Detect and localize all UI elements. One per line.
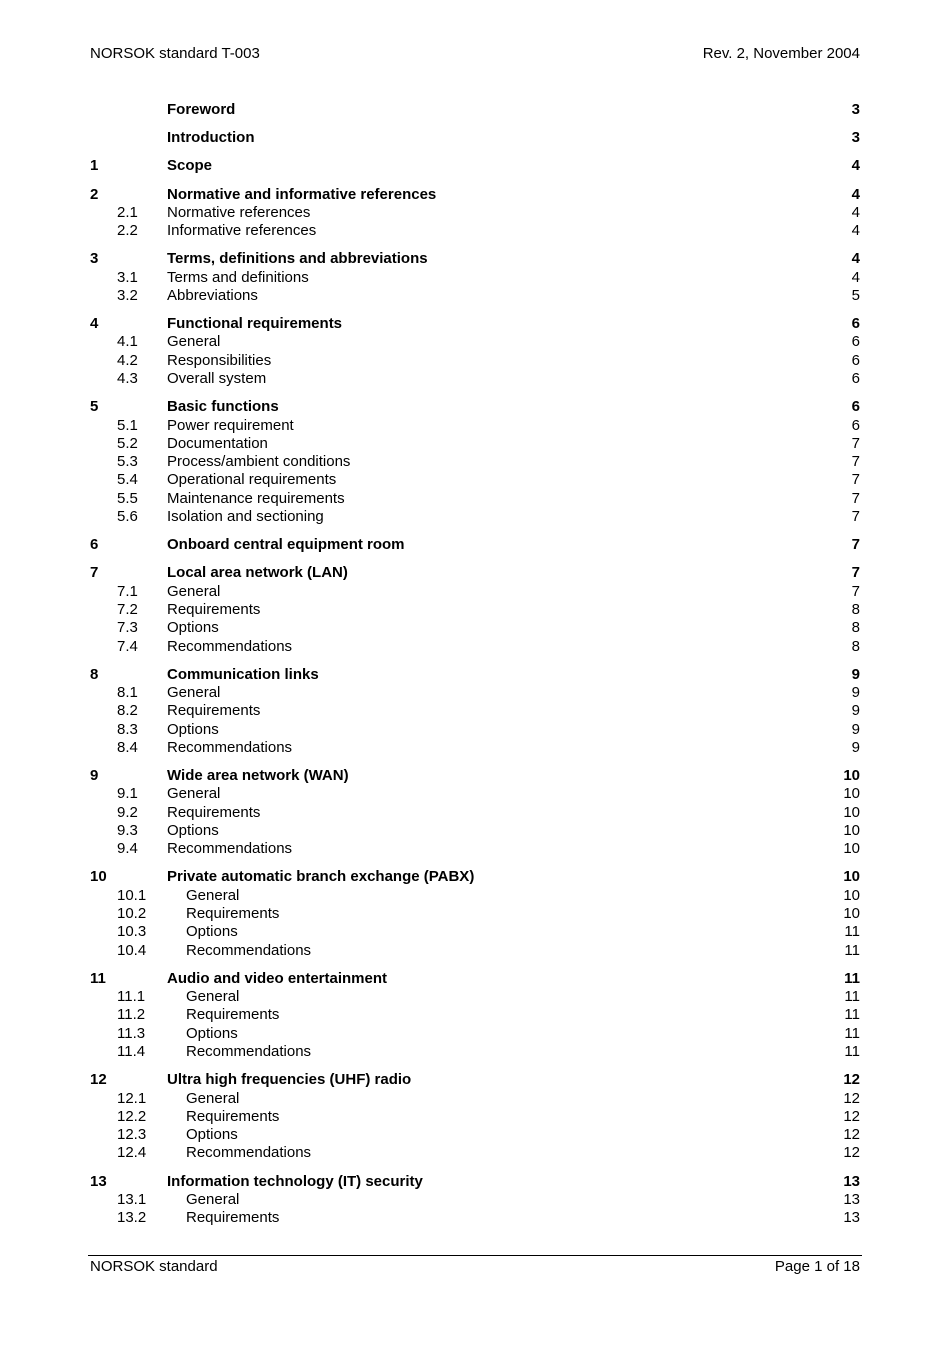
- toc-subsection-page: 7: [851, 453, 860, 471]
- toc-subsection-title: Abbreviations: [167, 286, 258, 304]
- toc-subsection-number: 10.2: [117, 905, 147, 923]
- toc-subsection-entry[interactable]: [90, 583, 860, 601]
- toc-subsection-page: 10: [843, 803, 860, 821]
- toc-section-entry[interactable]: [90, 157, 860, 175]
- toc-subsection-title: General: [167, 582, 221, 600]
- toc-subsection-entry[interactable]: [90, 417, 860, 435]
- toc-subsection-entry[interactable]: [90, 923, 860, 941]
- toc-subsection-entry[interactable]: [90, 840, 860, 858]
- toc-section-page: 6: [851, 398, 860, 416]
- toc-subsection-entry[interactable]: [90, 785, 860, 803]
- toc-subsection-number: 5.4: [117, 471, 138, 489]
- toc-subsection-page: 7: [851, 582, 860, 600]
- toc-subsection-title: Recommendations: [167, 637, 293, 655]
- toc-subsection-entry[interactable]: [90, 1025, 860, 1043]
- toc-section-number: 12: [90, 1071, 107, 1089]
- toc-subsection-title: Requirements: [186, 905, 280, 923]
- toc-subsection-page: 9: [851, 738, 860, 756]
- toc-section-number: 10: [90, 868, 107, 886]
- toc-subsection-entry[interactable]: [90, 684, 860, 702]
- toc-subsection-entry[interactable]: [90, 1191, 860, 1209]
- toc-subsection-entry[interactable]: [90, 804, 860, 822]
- toc-subsection-page: 7: [851, 434, 860, 452]
- toc-subsection-number: 8.3: [117, 720, 138, 738]
- toc-section-number: 13: [90, 1172, 107, 1190]
- toc-subsection-page: 11: [844, 923, 860, 941]
- toc-subsection-page: 4: [851, 203, 860, 221]
- toc-subsection-title: General: [186, 1089, 240, 1107]
- toc-section-title: Scope: [167, 157, 213, 175]
- toc-subsection-title: Process/ambient conditions: [167, 453, 351, 471]
- toc-subsection-title: Options: [167, 822, 219, 839]
- toc-subsection-entry[interactable]: [90, 435, 860, 453]
- toc-subsection-entry[interactable]: [90, 1090, 860, 1108]
- toc-section-page: 3: [851, 129, 860, 147]
- toc-subsection-page: 9: [851, 684, 860, 702]
- toc-section-page: 12: [843, 1071, 860, 1089]
- toc-subsection-title: Documentation: [167, 434, 268, 452]
- toc-subsection-number: 10.3: [117, 923, 147, 941]
- toc-subsection-number: 9.4: [117, 840, 138, 858]
- toc-subsection-entry[interactable]: [90, 739, 860, 757]
- toc-subsection-number: 9.3: [117, 822, 138, 839]
- toc-subsection-page: 12: [843, 1126, 860, 1144]
- toc-subsection-page: 5: [851, 286, 860, 304]
- toc-section-entry[interactable]: [90, 186, 860, 204]
- toc-section-title: Foreword: [167, 101, 236, 118]
- toc-section-entry[interactable]: [90, 129, 860, 147]
- toc-subsection-entry[interactable]: [90, 370, 860, 388]
- toc-subsection-title: Options: [186, 1126, 238, 1144]
- toc-subsection-number: 3.1: [117, 268, 138, 286]
- toc-subsection-number: 11.2: [117, 1006, 146, 1024]
- toc-subsection-title: General: [186, 988, 240, 1006]
- toc-section-page: 7: [851, 564, 860, 582]
- toc-subsection-number: 12.1: [117, 1089, 147, 1107]
- toc-section-title: Basic functions: [167, 398, 279, 416]
- toc-subsection-title: Operational requirements: [167, 471, 337, 489]
- toc-subsection-number: 4.2: [117, 351, 138, 369]
- toc-subsection-title: Power requirement: [167, 416, 294, 434]
- toc-subsection-page: 13: [843, 1190, 860, 1208]
- toc-section-title: Wide area network (WAN): [167, 767, 349, 785]
- toc-subsection-entry[interactable]: [90, 471, 860, 489]
- toc-section-number: 5: [90, 398, 99, 416]
- toc-subsection-title: Recommendations: [186, 941, 312, 959]
- toc-section-entry[interactable]: [90, 250, 860, 268]
- toc-subsection-title: Options: [167, 720, 219, 738]
- page-header: [90, 45, 860, 65]
- footer-page-number: Page 1 of 18: [774, 1258, 860, 1275]
- table-of-contents: [90, 101, 860, 1228]
- toc-subsection-entry[interactable]: [90, 269, 860, 287]
- toc-section-entry[interactable]: [90, 315, 860, 333]
- toc-subsection-title: Informative references: [167, 222, 317, 240]
- header-document-id: NORSOK standard T-003: [90, 45, 260, 62]
- toc-subsection-entry[interactable]: [90, 222, 860, 240]
- toc-section-title: Ultra high frequencies (UHF) radio: [167, 1071, 412, 1089]
- toc-subsection-entry[interactable]: [90, 1006, 860, 1024]
- toc-section-number: 9: [90, 767, 99, 785]
- toc-subsection-number: 5.2: [117, 434, 138, 452]
- toc-subsection-title: Recommendations: [167, 738, 293, 756]
- toc-subsection-number: 8.4: [117, 738, 138, 756]
- toc-subsection-number: 12.2: [117, 1107, 147, 1125]
- toc-subsection-entry[interactable]: [90, 204, 860, 222]
- toc-section-entry[interactable]: [90, 970, 860, 988]
- toc-subsection-number: 3.2: [117, 286, 138, 304]
- toc-subsection-number: 13.1: [117, 1190, 147, 1208]
- toc-section-entry[interactable]: [90, 666, 860, 684]
- toc-subsection-entry[interactable]: [90, 942, 860, 960]
- toc-subsection-entry[interactable]: [90, 1043, 860, 1061]
- toc-subsection-title: Options: [186, 923, 238, 941]
- toc-section-title: Private automatic branch exchange (PABX): [167, 868, 475, 886]
- toc-subsection-title: Options: [186, 1024, 238, 1042]
- toc-section-title: Introduction: [167, 129, 255, 147]
- toc-section-page: 9: [851, 665, 860, 683]
- toc-subsection-number: 4.1: [117, 333, 138, 351]
- toc-subsection-page: 11: [844, 1024, 860, 1042]
- toc-section-page: 4: [851, 250, 860, 268]
- toc-subsection-title: Recommendations: [167, 840, 293, 858]
- toc-subsection-number: 2.1: [117, 203, 138, 221]
- toc-subsection-page: 6: [851, 416, 860, 434]
- toc-subsection-title: Terms and definitions: [167, 268, 309, 286]
- toc-section-number: 8: [90, 665, 99, 683]
- toc-subsection-number: 7.1: [117, 582, 138, 600]
- toc-subsection-entry[interactable]: [90, 352, 860, 370]
- toc-subsection-number: 5.3: [117, 453, 138, 471]
- toc-subsection-title: Requirements: [186, 1006, 280, 1024]
- toc-subsection-title: General: [186, 1190, 240, 1208]
- toc-subsection-number: 12.4: [117, 1144, 147, 1162]
- toc-subsection-number: 7.4: [117, 637, 138, 655]
- toc-section-number: 11: [90, 969, 106, 987]
- toc-subsection-title: General: [167, 684, 221, 702]
- toc-subsection-page: 7: [851, 507, 860, 525]
- toc-subsection-number: 11.4: [117, 1043, 146, 1061]
- toc-subsection-entry[interactable]: [90, 1144, 860, 1162]
- toc-subsection-title: Requirements: [167, 600, 261, 618]
- toc-subsection-page: 10: [843, 822, 860, 839]
- toc-section-title: Communication links: [167, 665, 319, 683]
- toc-section-page: 13: [843, 1172, 860, 1190]
- toc-subsection-entry[interactable]: [90, 619, 860, 637]
- toc-subsection-title: General: [167, 785, 221, 803]
- toc-subsection-title: Options: [167, 619, 219, 637]
- toc-section-page: 4: [851, 185, 860, 203]
- toc-section-page: 3: [851, 101, 860, 118]
- toc-subsection-page: 12: [843, 1144, 860, 1162]
- toc-subsection-page: 8: [851, 637, 860, 655]
- toc-section-number: 1: [90, 157, 99, 175]
- toc-subsection-number: 7.2: [117, 600, 138, 618]
- toc-subsection-page: 7: [851, 489, 860, 507]
- toc-subsection-entry[interactable]: [90, 1209, 860, 1227]
- toc-subsection-title: Requirements: [167, 803, 261, 821]
- toc-subsection-page: 12: [843, 1089, 860, 1107]
- toc-subsection-title: Recommendations: [186, 1144, 312, 1162]
- toc-subsection-title: Normative references: [167, 203, 311, 221]
- toc-subsection-entry[interactable]: [90, 333, 860, 351]
- header-revision: Rev. 2, November 2004: [702, 45, 860, 62]
- toc-section-page: 4: [851, 157, 860, 175]
- toc-subsection-number: 8.2: [117, 702, 138, 720]
- toc-subsection-page: 4: [851, 268, 860, 286]
- toc-subsection-number: 12.3: [117, 1126, 147, 1144]
- toc-subsection-entry[interactable]: [90, 287, 860, 305]
- toc-subsection-entry[interactable]: [90, 988, 860, 1006]
- toc-subsection-page: 10: [843, 886, 860, 904]
- toc-section-title: Audio and video entertainment: [167, 969, 388, 987]
- toc-subsection-number: 4.3: [117, 370, 138, 388]
- toc-subsection-entry[interactable]: [90, 508, 860, 526]
- toc-subsection-entry[interactable]: [90, 453, 860, 471]
- toc-section-title: Onboard central equipment room: [167, 536, 405, 554]
- toc-section-page: 6: [851, 315, 860, 333]
- toc-subsection-entry[interactable]: [90, 601, 860, 619]
- toc-subsection-number: 5.5: [117, 489, 138, 507]
- toc-section-entry[interactable]: [90, 868, 860, 886]
- toc-section-entry[interactable]: [90, 398, 860, 416]
- footer-standard-name: NORSOK standard: [90, 1258, 218, 1275]
- toc-section-entry[interactable]: [90, 1071, 860, 1089]
- toc-subsection-page: 10: [843, 840, 860, 858]
- toc-section-entry[interactable]: [90, 536, 860, 554]
- toc-section-page: 7: [851, 536, 860, 554]
- footer-divider: [88, 1255, 862, 1256]
- toc-subsection-page: 9: [851, 702, 860, 720]
- toc-subsection-page: 9: [851, 720, 860, 738]
- toc-section-title: Local area network (LAN): [167, 564, 348, 582]
- toc-subsection-title: Requirements: [186, 1209, 280, 1227]
- toc-subsection-number: 5.6: [117, 507, 138, 525]
- toc-subsection-title: Overall system: [167, 370, 267, 388]
- toc-subsection-title: Responsibilities: [167, 351, 272, 369]
- toc-subsection-page: 13: [843, 1209, 860, 1227]
- toc-subsection-entry[interactable]: [90, 490, 860, 508]
- toc-section-title: Normative and informative references: [167, 185, 437, 203]
- toc-section-title: Information technology (IT) security: [167, 1172, 423, 1190]
- toc-section-number: 4: [90, 315, 99, 333]
- toc-section-entry[interactable]: [90, 564, 860, 582]
- toc-subsection-entry[interactable]: [90, 822, 860, 840]
- toc-subsection-page: 10: [843, 785, 860, 803]
- toc-subsection-title: Recommendations: [186, 1043, 312, 1061]
- toc-section-entry[interactable]: [90, 101, 860, 119]
- toc-subsection-title: Requirements: [186, 1107, 280, 1125]
- toc-section-page: 11: [844, 969, 860, 987]
- toc-section-page: 10: [843, 767, 860, 785]
- toc-subsection-page: 6: [851, 351, 860, 369]
- toc-subsection-page: 10: [843, 905, 860, 923]
- toc-subsection-title: General: [186, 886, 240, 904]
- toc-subsection-page: 11: [844, 941, 860, 959]
- toc-subsection-page: 7: [851, 471, 860, 489]
- toc-section-entry[interactable]: [90, 767, 860, 785]
- toc-subsection-entry[interactable]: [90, 1126, 860, 1144]
- toc-section-title: Functional requirements: [167, 315, 343, 333]
- toc-subsection-page: 11: [844, 1043, 860, 1061]
- toc-subsection-number: 13.2: [117, 1209, 147, 1227]
- toc-section-number: 3: [90, 250, 99, 268]
- toc-subsection-number: 10.1: [117, 886, 147, 904]
- toc-section-title: Terms, definitions and abbreviations: [167, 250, 428, 268]
- toc-subsection-number: 9.2: [117, 803, 138, 821]
- toc-subsection-entry[interactable]: [90, 905, 860, 923]
- toc-section-number: 7: [90, 564, 99, 582]
- toc-subsection-title: General: [167, 333, 221, 351]
- toc-subsection-page: 12: [843, 1107, 860, 1125]
- toc-subsection-page: 8: [851, 619, 860, 637]
- toc-subsection-number: 11.1: [117, 988, 146, 1006]
- toc-subsection-number: 7.3: [117, 619, 138, 637]
- toc-subsection-entry[interactable]: [90, 887, 860, 905]
- toc-subsection-page: 11: [844, 988, 860, 1006]
- toc-subsection-title: Requirements: [167, 702, 261, 720]
- toc-subsection-page: 4: [851, 222, 860, 240]
- toc-subsection-number: 5.1: [117, 416, 138, 434]
- toc-subsection-number: 11.3: [117, 1024, 146, 1042]
- toc-subsection-number: 2.2: [117, 222, 138, 240]
- toc-subsection-entry[interactable]: [90, 638, 860, 656]
- toc-subsection-entry[interactable]: [90, 702, 860, 720]
- toc-section-number: 6: [90, 536, 99, 554]
- toc-subsection-page: 11: [844, 1006, 860, 1024]
- toc-section-entry[interactable]: [90, 1173, 860, 1191]
- toc-subsection-title: Isolation and sectioning: [167, 507, 324, 525]
- toc-subsection-number: 9.1: [117, 785, 138, 803]
- toc-subsection-page: 8: [851, 600, 860, 618]
- toc-subsection-page: 6: [851, 370, 860, 388]
- page-footer: [90, 1258, 860, 1278]
- toc-subsection-page: 6: [851, 333, 860, 351]
- toc-subsection-title: Maintenance requirements: [167, 489, 345, 507]
- toc-section-page: 10: [843, 868, 860, 886]
- toc-subsection-number: 10.4: [117, 941, 147, 959]
- toc-section-number: 2: [90, 185, 99, 203]
- toc-subsection-number: 8.1: [117, 684, 138, 702]
- toc-subsection-entry[interactable]: [90, 721, 860, 739]
- toc-subsection-entry[interactable]: [90, 1108, 860, 1126]
